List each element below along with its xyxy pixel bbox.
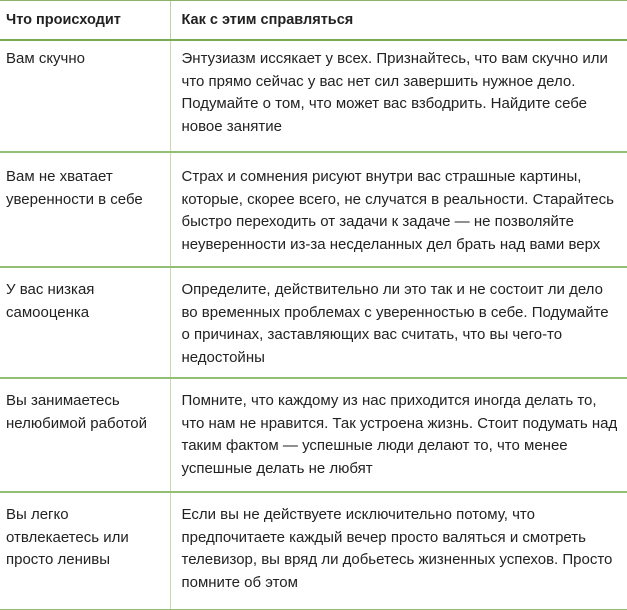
- remedy-text: Определите, действительно ли это так и не состоит ли дело во временных проблемах с уверенностью в себе. Подумайте о причинах, заставляющих вас считать, что вы чего-то недостойны: [181, 281, 609, 366]
- remedy-text: Если вы не действуете исключительно потому, что предпочитаете каждый вечер просто валяться и смотреть телевизор, вы вряд ли добьетесь жизненных успехов. Просто помните об этом: [181, 506, 613, 591]
- situation-cell: [0, 152, 170, 267]
- situation-text: У вас низкая самооценка: [6, 281, 95, 321]
- table-row: [0, 492, 627, 609]
- column-header-remedy: Как с этим справляться: [170, 1, 627, 41]
- remedy-cell: [170, 152, 627, 267]
- situation-text: Вы занимаетесь нелюбимой работой: [6, 392, 148, 432]
- remedy-text: Страх и сомнения рисуют внутри вас страшные картины, которые, скорее всего, не случатся в реальности. Старайтесь быстро переходить от задачи к задаче — не позволяйте неуверенности из-за несделанных дел брать над вами верх: [181, 168, 614, 253]
- remedy-cell: [170, 267, 627, 378]
- table-header-row: [0, 1, 627, 41]
- remedy-text: Энтузиазм иссякает у всех. Признайтесь, что вам скучно или что прямо сейчас у вас нет сил завершить нужное дело. Подумайте о том, что может вас взбодрить. Найдите себе новое занятие: [181, 50, 608, 135]
- situation-text: Вам не хватает уверенности в себе: [6, 168, 143, 208]
- remedy-cell: [170, 40, 627, 152]
- table-row: [0, 267, 627, 378]
- table-row: [0, 152, 627, 267]
- table-row: [0, 378, 627, 492]
- column-header-situation: Что происходит: [0, 1, 170, 41]
- situation-text: Вам скучно: [6, 50, 85, 67]
- remedy-cell: [170, 492, 627, 609]
- table-row: [0, 40, 627, 152]
- situation-text: Вы легко отвлекаетесь или просто ленивы: [6, 506, 129, 568]
- situation-cell: [0, 492, 170, 609]
- remedy-text: Помните, что каждому из нас приходится иногда делать то, что нам не нравится. Так устроена жизнь. Стоит подумать над таким фактом — успешные люди делают то, что менее успешные делать не любят: [181, 392, 618, 477]
- situation-cell: [0, 267, 170, 378]
- situation-cell: [0, 378, 170, 492]
- remedy-cell: [170, 378, 627, 492]
- situation-cell: [0, 40, 170, 152]
